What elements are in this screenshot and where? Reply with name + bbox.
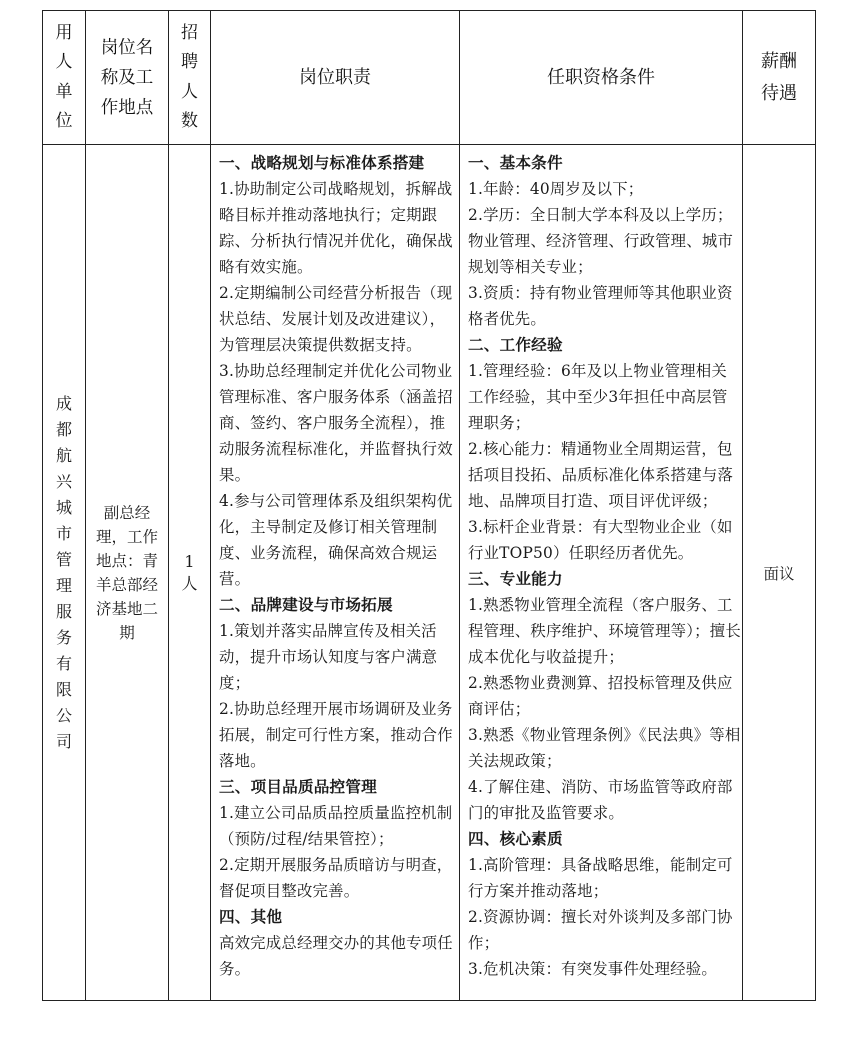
- section-item: 1.熟悉物业管理全流程（客户服务、工程管理、秩序维护、环境管理等）；擅长成本优化与收益提升；: [468, 596, 741, 666]
- section-item: 1.年龄：40周岁及以下；: [468, 180, 644, 198]
- section-item: 2.学历：全日制大学本科及以上学历；物业管理、经济管理、行政管理、城市规划等相关专业；: [468, 206, 734, 276]
- section-item: 3.资质：持有物业管理师等其他职业资格者优先。: [468, 284, 733, 328]
- section-item: 1.管理经验：6年及以上物业管理相关工作经验，其中至少3年担任中高层管理职务；: [468, 362, 728, 432]
- section-title: 四、其他: [219, 908, 283, 926]
- section-title: 二、工作经验: [468, 336, 563, 354]
- section-item: 3.危机决策：有突发事件处理经验。: [468, 960, 717, 978]
- section-item: 2.核心能力：精通物业全周期运营，包括项目投拓、品质标准化体系搭建与落地、品牌项目打造、项目评优评级；: [468, 440, 734, 510]
- section-item: 高效完成总经理交办的其他专项任务。: [219, 934, 453, 978]
- recruitment-table: [42, 10, 816, 1001]
- qualifications-cell: [460, 145, 743, 1001]
- header-count: [169, 11, 211, 145]
- header-unit-label: 用人单位: [55, 22, 73, 131]
- header-duties-label: 岗位职责: [299, 66, 371, 88]
- section-title: 四、核心素质: [468, 830, 563, 848]
- duties-list: [211, 145, 459, 982]
- section-title: 三、项目品质品控管理: [219, 778, 377, 796]
- count-cell: [169, 145, 211, 1001]
- section-item: 1.建立公司品质品控质量监控机制（预防/过程/结果管控）；: [219, 804, 453, 848]
- section-item: 1.高阶管理：具备战略思维，能制定可行方案并推动落地；: [468, 856, 733, 900]
- section-item: 2.协助总经理开展市场调研及业务拓展，制定可行性方案，推动合作落地。: [219, 700, 453, 770]
- section-item: 2.定期开展服务品质暗访与明查，督促项目整改完善。: [219, 856, 453, 900]
- post-name-location: 副总经理，工作地点：青羊总部经济基地二期: [95, 503, 158, 642]
- header-post: [86, 11, 169, 145]
- header-qualifications: [460, 11, 743, 145]
- section-title: 二、品牌建设与市场拓展: [219, 596, 393, 614]
- unit-cell: [43, 145, 86, 1001]
- header-count-label: 招聘人数: [181, 22, 198, 131]
- section-title: 一、战略规划与标准体系搭建: [219, 154, 425, 172]
- header-row: [43, 11, 816, 145]
- section-item: 3.熟悉《物业管理条例》《民法典》等相关法规政策；: [468, 726, 741, 770]
- section-item: 4.参与公司管理体系及组织架构优化，主导制定及修订相关管理制度、业务流程，确保高效合规运营。: [219, 492, 453, 588]
- header-unit: [43, 11, 86, 145]
- header-post-label: 岗位名称及工作地点: [100, 37, 154, 118]
- section-item: 1.协助制定公司战略规划，拆解战略目标并推动落地执行；定期跟踪、分析执行情况并优化，确保战略有效实施。: [219, 180, 453, 276]
- section-item: 4.了解住建、消防、市场监管等政府部门的审批及监管要求。: [468, 778, 733, 822]
- header-duties: [211, 11, 460, 145]
- post-cell: [86, 145, 169, 1001]
- section-item: 1.策划并落实品牌宣传及相关活动，提升市场认知度与客户满意度；: [219, 622, 438, 692]
- duties-cell: [211, 145, 460, 1001]
- qualifications-list: [460, 145, 742, 982]
- header-salary: [743, 11, 816, 145]
- section-title: 一、基本条件: [468, 154, 563, 172]
- position-row: [43, 145, 816, 1001]
- salary-cell: [743, 145, 816, 1001]
- section-item: 3.标杆企业背景：有大型物业企业（如行业TOP50）任职经历者优先。: [468, 518, 733, 562]
- section-item: 2.定期编制公司经营分析报告（现状总结、发展计划及改进建议），为管理层决策提供数据支持。: [219, 284, 453, 354]
- salary-value: 面议: [763, 564, 795, 583]
- section-item: 3.协助总经理制定并优化公司物业管理标准、客户服务体系（涵盖招商、签约、客户服务全流程），推动服务流程标准化，并监督执行效果。: [219, 362, 453, 484]
- section-item: 2.资源协调：擅长对外谈判及多部门协作；: [468, 908, 733, 952]
- headcount: 1人: [181, 551, 198, 593]
- header-salary-label: 薪酬待遇: [761, 50, 797, 104]
- section-item: 2.熟悉物业费测算、招投标管理及供应商评估；: [468, 674, 733, 718]
- unit-name: 成都航兴城市管理服务有限公司: [55, 393, 72, 751]
- header-qualifications-label: 任职资格条件: [547, 66, 655, 88]
- section-title: 三、专业能力: [468, 570, 563, 588]
